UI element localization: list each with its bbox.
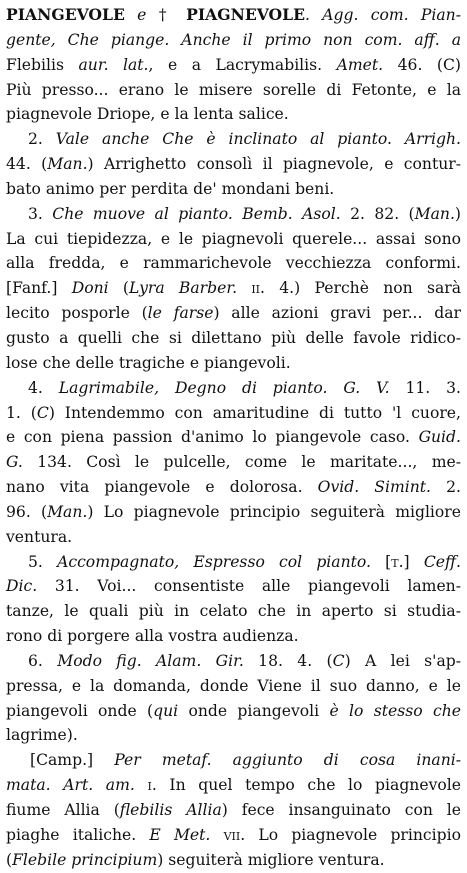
entry-text: ii — [251, 279, 261, 298]
entry-line — [6, 227, 461, 252]
entry-text: piangevoli onde ( — [6, 701, 154, 720]
entry-text: ventura. — [6, 527, 73, 546]
entry-text: alla fredda, e rammarichevole vecchiezza conformi. — [6, 254, 461, 273]
entry-text: .] — [398, 552, 424, 571]
entry-text: Flebilis — [6, 55, 79, 74]
entry-text: ) seguiterà migliore ventura. — [157, 850, 385, 869]
entry-line — [6, 525, 461, 550]
entry-text: piaghe italiche. — [6, 825, 150, 844]
entry-text: Ceff. — [423, 552, 461, 571]
entry-line — [6, 152, 461, 177]
entry-text: è lo stesso che — [329, 701, 461, 720]
entry-line — [6, 78, 461, 103]
entry-text: , e a Lacrymabilis. — [148, 55, 337, 74]
entry-text: ) alle azioni gravi per... dar — [213, 304, 461, 323]
entry-text: Amet. — [336, 55, 384, 74]
entry-text: Per metaf. aggiunto di cosa inani- — [114, 751, 462, 770]
entry-text: Dic. — [6, 577, 38, 596]
entry-text: C — [332, 651, 345, 670]
entry-line — [6, 102, 461, 127]
entry-text: i — [147, 776, 152, 795]
entry-line — [6, 475, 461, 500]
entry-text — [237, 279, 251, 297]
entry-line — [6, 500, 461, 525]
entry-text: ) — [454, 204, 461, 223]
entry-text: Man. — [414, 204, 455, 223]
entry-text: Flebile principium — [12, 850, 158, 869]
entry-text: . Lo piagnevole principio — [240, 825, 461, 844]
entry-text: ) fece insanguinato con le — [221, 801, 461, 819]
entry-line — [6, 127, 461, 152]
headword-text: PIANGEVOLE — [6, 5, 125, 24]
entry-text: Guid. — [418, 428, 461, 447]
entry-text: Vale anche Che è inclinato al pianto. Arrigh. — [55, 130, 461, 149]
entry-text: fiume Allia ( — [6, 801, 120, 819]
entry-text: † — [158, 6, 187, 24]
entry-text: pressa, e la domanda, donde Viene il suo danno, e le — [6, 676, 461, 695]
entry-line — [6, 450, 461, 475]
entry-text: 2. — [28, 130, 56, 149]
entry-line — [6, 326, 461, 351]
entry-text: 46. (C) — [383, 55, 461, 74]
entry-line — [6, 574, 461, 599]
entry-text: . 4.) Perchè non sarà — [260, 279, 462, 298]
entry-text: [ — [370, 552, 392, 571]
entry-text: Doni — [71, 279, 109, 298]
entry-text: Man. — [47, 502, 88, 521]
entry-line — [6, 550, 461, 575]
entry-text: 1. ( — [6, 403, 37, 422]
entry-text: onde piangevoli — [178, 701, 330, 720]
entry-text: gusto a quelli che si dilettano più delle favole ridico- — [6, 328, 461, 347]
entry-text: Lyra Barber. — [129, 279, 238, 298]
entry-line — [6, 301, 461, 326]
entry-text: piagnevole Driope, e la lenta salice. — [6, 105, 289, 124]
entry-text: ) Lo piagnevole principio seguiterà migliore — [87, 502, 461, 521]
entry-text: Ovid. Simint. — [317, 478, 432, 497]
entry-text: vii — [223, 825, 241, 844]
entry-text — [210, 826, 223, 844]
entry-text: nano vita piangevole e dolorosa. — [6, 478, 318, 497]
entry-text: 2. — [431, 478, 462, 497]
entry-line — [6, 28, 461, 53]
entry-text: flebilis Allia — [119, 801, 222, 819]
entry-text: 5. — [28, 552, 58, 571]
entry-text — [135, 776, 148, 794]
entry-line — [6, 624, 461, 649]
entry-text: lose che delle tragiche e piangevoli. — [6, 353, 291, 372]
entry-text: La cui tiepidezza, e le piagnevoli querele... assai sono — [6, 229, 461, 248]
entry-text: ). — [66, 726, 78, 745]
entry-line — [6, 276, 461, 301]
entry-text: e — [124, 6, 159, 24]
entry-text: rono di porgere alla vostra audienza. — [6, 627, 299, 646]
entry-line — [6, 723, 461, 748]
entry-text: bato animo per perdita de' mondani beni. — [6, 179, 335, 198]
entry-text: ( — [6, 850, 13, 869]
entry-text: . Agg. com. Pian- — [304, 6, 461, 24]
entry-text: le farse — [147, 304, 214, 323]
entry-line — [6, 351, 461, 376]
entry-line — [6, 848, 461, 873]
entry-text: 134. Così le pulcelle, come le maritate..., me- — [22, 453, 461, 472]
entry-text: 4. — [28, 378, 59, 397]
entry-line — [6, 425, 461, 450]
entry-line — [6, 699, 461, 724]
entry-text: Man. — [47, 155, 88, 174]
entry-line — [6, 376, 461, 401]
entry-text: 2. 82. ( — [340, 204, 415, 223]
entry-line — [6, 251, 461, 276]
entry-text: [Camp.] — [30, 751, 115, 770]
entry-text: gente, Che piange. Anche il primo non com. aff. a — [6, 30, 461, 49]
entry-text: Più presso... erano le misere sorelle di Fetonte, e la — [6, 80, 461, 99]
entry-text: qui — [153, 701, 179, 720]
headword-text: PIAGNEVOLE — [186, 5, 305, 24]
entry-text: Accompagnato, Espresso col pianto. — [57, 552, 371, 571]
entry-text: E Met. — [149, 825, 211, 844]
entry-text: [Fanf.] — [6, 279, 72, 298]
entry-text: mata. Art. am. — [6, 776, 135, 795]
entry-text: C — [36, 403, 49, 422]
entry-line — [6, 3, 461, 28]
entry-text: Lagrimabile, Degno di pianto. G. V. — [58, 378, 390, 397]
entry-text: 31. Voi... consentiste alle piangevoli lamen- — [37, 577, 461, 596]
entry-line — [6, 748, 461, 773]
entry-text: ) Intendemmo con amaritudine di tutto 'l cuore, — [48, 403, 461, 422]
entry-line — [6, 401, 461, 426]
entry-text: e con piena passion d'animo lo piangevole caso. — [6, 428, 419, 447]
entry-text: ) Arrighetto consolì il piagnevole, e contur- — [87, 155, 461, 174]
entry-text: 6. — [28, 651, 58, 670]
entry-line — [6, 773, 461, 798]
entry-text: 96. ( — [6, 502, 48, 521]
entry-text: lecito posporle ( — [6, 304, 148, 323]
entry-line — [6, 674, 461, 699]
entry-line — [6, 177, 461, 202]
entry-text: 18. 4. ( — [243, 651, 333, 670]
entry-text: ( — [108, 279, 129, 298]
entry-text: . In quel tempo che lo piagnevole — [151, 776, 461, 795]
entry-line — [6, 599, 461, 624]
entry-text: 11. 3. — [389, 378, 461, 397]
entry-text: t — [391, 552, 399, 571]
entry-text: Modo fig. Alam. Gir. — [57, 651, 244, 670]
entry-line — [6, 53, 461, 78]
entry-text: G. — [6, 453, 23, 472]
entry-line — [6, 823, 461, 848]
entry-text: Che muove al pianto. Bemb. Asol. — [52, 204, 341, 223]
entry-text: ) A lei s'ap- — [344, 651, 461, 670]
entry-line — [6, 202, 461, 227]
entry-line — [6, 798, 461, 823]
entry-text: 44. ( — [6, 155, 48, 174]
entry-text: aur. lat. — [78, 55, 149, 74]
entry-text: lagrime — [6, 726, 67, 745]
entry-text: tanze, le quali più in celato che in aperto si studia- — [6, 602, 461, 621]
entry-line — [6, 649, 461, 674]
entry-text: 3. — [28, 204, 53, 223]
dictionary-entry — [6, 3, 461, 873]
